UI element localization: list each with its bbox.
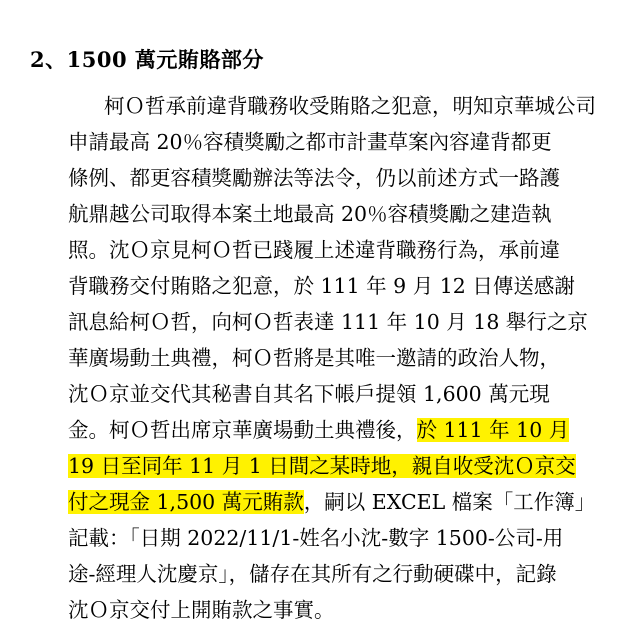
text-line — [68, 412, 569, 448]
text-line: 華廣場動土典禮，柯Ｏ哲將是其唯一邀請的政治人物， — [68, 346, 560, 370]
text-line: 申請最高 20％容積獎勵之都市計畫草案內容違背都更 — [68, 130, 552, 154]
text-line: 沈Ｏ京並交代其秘書自其名下帳戶提領 1,600 萬元現 — [68, 382, 550, 406]
highlighted-text: 19 日至同年 11 月 1 日間之某時地，親自收受沈Ｏ京交 — [68, 454, 576, 478]
text-line: 沈Ｏ京交付上開賄款之事實。 — [68, 598, 335, 622]
text-line: 柯Ｏ哲承前違背職務收受賄賂之犯意，明知京華城公司 — [104, 94, 596, 118]
text-line: 條例、都更容積獎勵辦法等法令，仍以前述方式一路護 — [68, 166, 560, 190]
text-line: 途-經理人沈慶京」，儲存在其所有之行動硬碟中，記錄 — [68, 562, 557, 586]
line-text: ，嗣以 EXCEL 檔案「工作簿」 — [303, 490, 596, 514]
highlighted-text: 於 111 年 10 月 — [416, 418, 570, 442]
text-line: 航鼎越公司取得本案土地最高 20％容積獎勵之建造執 — [68, 202, 552, 226]
highlighted-text: 付之現金 1,500 萬元賄款 — [68, 490, 304, 514]
text-line: 訊息給柯Ｏ哲，向柯Ｏ哲表達 111 年 10 月 18 舉行之京 — [68, 310, 588, 334]
text-line — [68, 448, 576, 484]
text-line: 記載：「日期 2022/11/1-姓名小沈-數字 1500-公司-用 — [68, 526, 564, 550]
line-text: 金。柯Ｏ哲出席京華廣場動土典禮後， — [68, 418, 417, 442]
text-line — [68, 484, 595, 520]
text-line: 背職務交付賄賂之犯意，於 111 年 9 月 12 日傳送感謝 — [68, 274, 575, 298]
text-line: 照。沈Ｏ京見柯Ｏ哲已踐履上述違背職務行為，承前違 — [68, 238, 560, 262]
section-heading: 2、1500 萬元賄賂部分 — [30, 47, 264, 72]
